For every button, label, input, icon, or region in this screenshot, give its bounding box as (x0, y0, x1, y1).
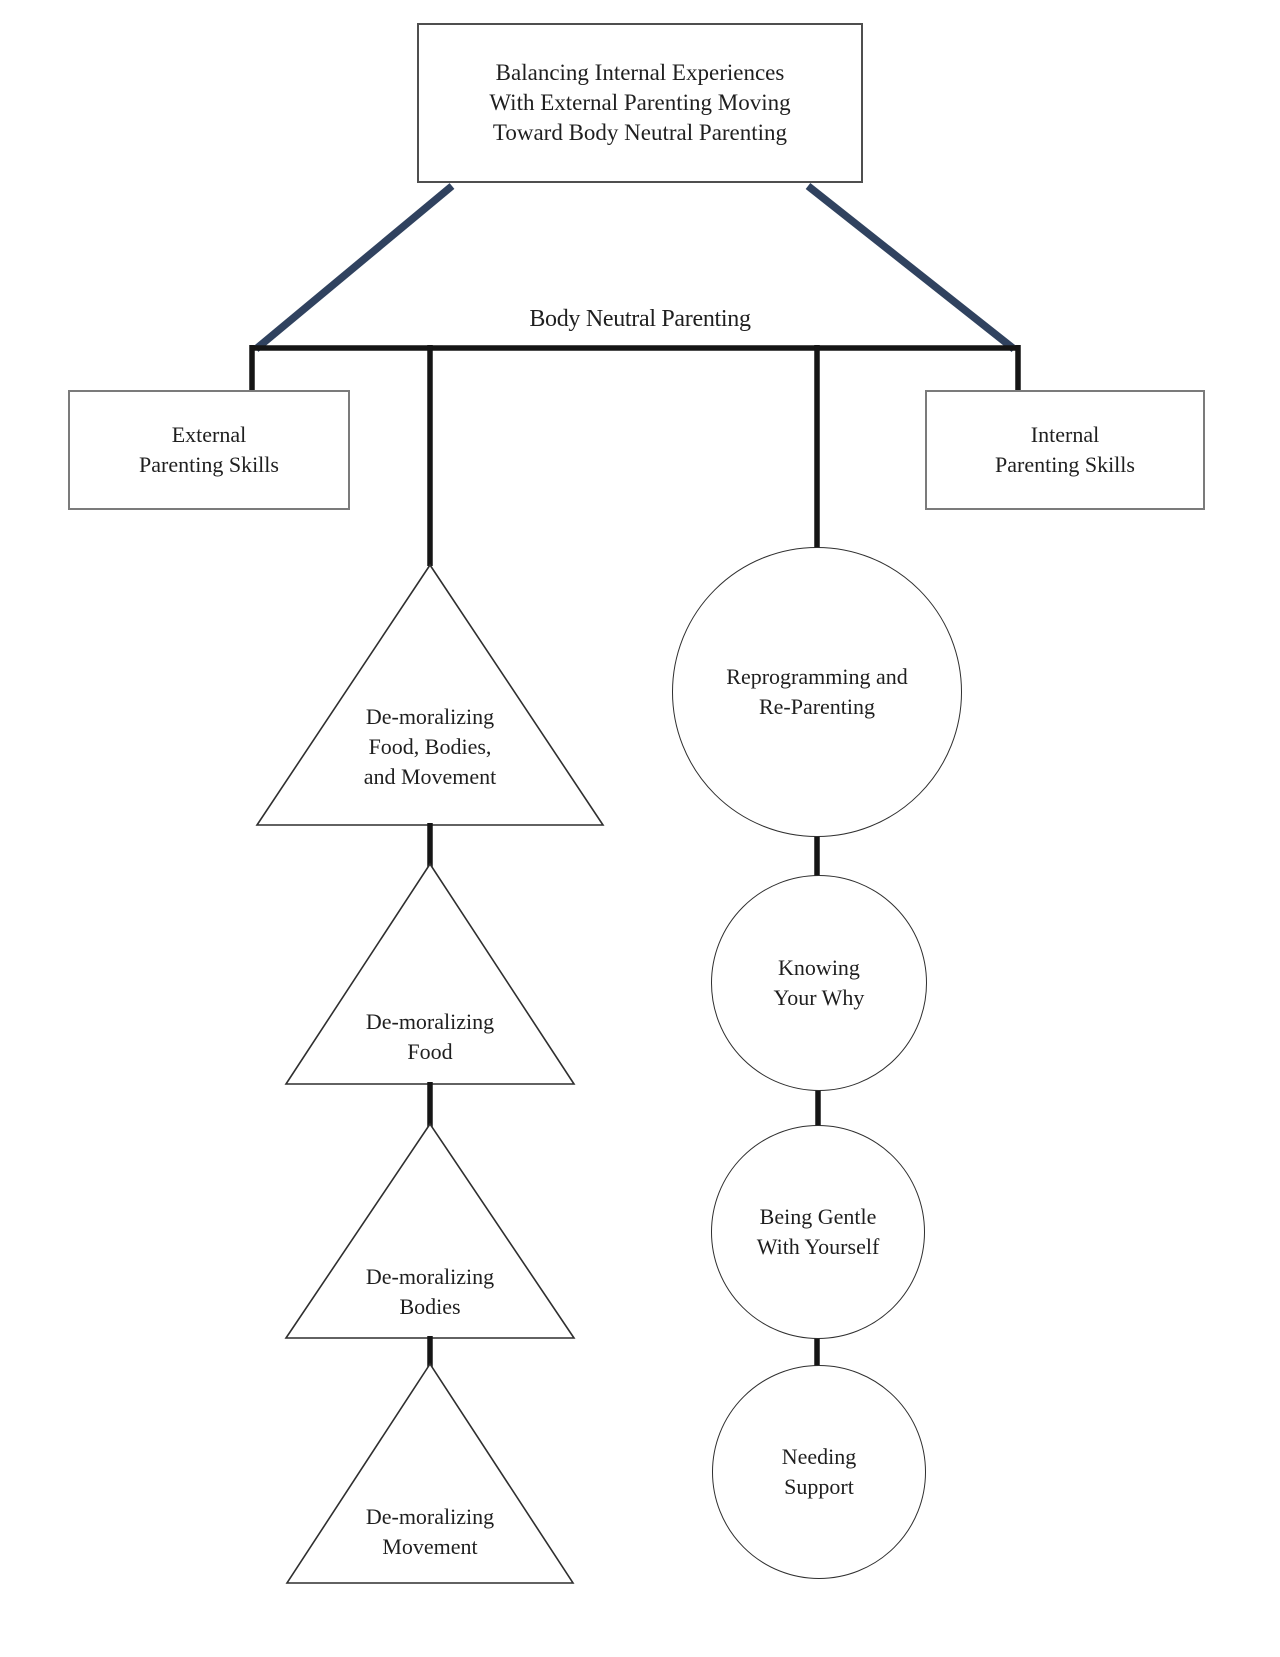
external-box-line-1: External (171, 422, 247, 447)
internal-box-line-2: Parenting Skills (995, 452, 1135, 477)
internal-parenting-skills-box (925, 390, 1205, 510)
triangle-1-line-2: Food, Bodies, (368, 734, 492, 759)
circle-2-line-2: Your Why (773, 985, 865, 1010)
title-box-line-1: Balancing Internal Experiences (495, 60, 785, 85)
circle-3-line-1: Being Gentle (759, 1204, 877, 1229)
internal-box-line-1: Internal (1030, 422, 1100, 447)
circle-reprogramming-reparenting (672, 547, 962, 837)
triangle-4-line-2: Movement (382, 1534, 478, 1559)
triangle-1-line-3: and Movement (363, 764, 497, 789)
triangle-label-demoralizing-movement (280, 1502, 580, 1562)
circle-1-line-2: Re-Parenting (758, 694, 876, 719)
triangle-3-line-2: Bodies (399, 1294, 461, 1319)
circle-needing-support (712, 1365, 926, 1579)
triangle-4-line-1: De-moralizing (365, 1504, 495, 1529)
triangle-1-line-1: De-moralizing (365, 704, 495, 729)
triangle-label-demoralizing-food (280, 1007, 580, 1067)
triangle-3-line-1: De-moralizing (365, 1264, 495, 1289)
circle-3-line-2: With Yourself (756, 1234, 880, 1259)
circle-1-line-1: Reprogramming and (726, 664, 908, 689)
external-parenting-skills-box (68, 390, 350, 510)
title-box-line-3: Toward Body Neutral Parenting (492, 120, 788, 145)
circle-2-line-1: Knowing (778, 955, 860, 980)
circle-being-gentle (711, 1125, 925, 1339)
circle-knowing-your-why (711, 875, 927, 1091)
circle-4-line-1: Needing (781, 1444, 857, 1469)
triangle-label-demoralizing-bodies (280, 1262, 580, 1322)
triangle-label-demoralizing-all (280, 702, 580, 792)
triangle-2-line-1: De-moralizing (365, 1009, 495, 1034)
title-box-line-2: With External Parenting Moving (489, 90, 791, 115)
roof-diagonal-left-line (256, 186, 452, 349)
title-box (417, 23, 863, 183)
triangle-2-line-2: Food (407, 1039, 453, 1064)
external-box-line-2: Parenting Skills (139, 452, 279, 477)
trunk-label: Body Neutral Parenting (529, 306, 751, 332)
circle-4-line-2: Support (784, 1474, 854, 1499)
